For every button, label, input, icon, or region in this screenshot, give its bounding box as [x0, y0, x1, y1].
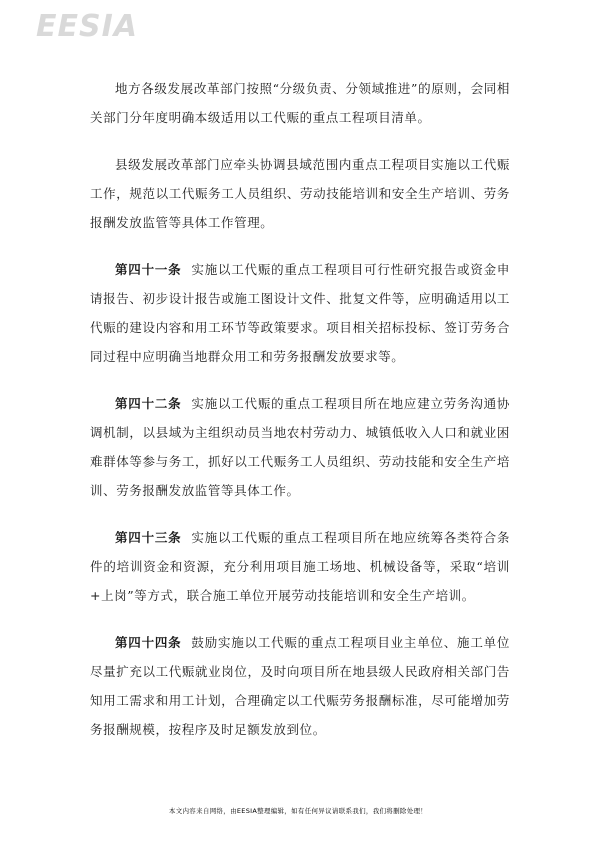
paragraph-1 — [90, 74, 510, 132]
article-number: 第四十一条 — [115, 262, 182, 277]
article-number: 第四十三条 — [115, 530, 182, 545]
article-42 — [90, 389, 510, 505]
paragraph-2 — [90, 150, 510, 237]
paragraph-text: 实施以工代赈的重点工程项目可行性研究报告或资金申请报告、初步设计报告或施工图设计文件、批复文件等，应明确适用以工代赈的建设内容和用工环节等政策要求。项目相关招标投标、签订劳务合同过程中应明确当地群众用工和劳务报酬发放要求等。 — [90, 262, 510, 364]
document-body — [90, 74, 510, 762]
eesia-logo: EESIA — [36, 9, 138, 44]
paragraph-text: 县级发展改革部门应牵头协调县域范围内重点工程项目实施以工代赈工作，规范以工代赈务工人员组织、劳动技能培训和安全生产培训、劳务报酬发放监管等具体工作管理。 — [90, 157, 510, 230]
article-number: 第四十二条 — [115, 396, 182, 411]
footer-disclaimer: 本文内容来自网络，由EESIA整理编辑，如有任何异议请联系我们，我们将删除处理！ — [168, 807, 428, 815]
article-41 — [90, 255, 510, 371]
article-44 — [90, 628, 510, 744]
article-number: 第四十四条 — [115, 635, 182, 650]
paragraph-text: 实施以工代赈的重点工程项目所在地应统筹各类符合条件的培训资金和资源，充分利用项目施工场地、机械设备等，采取“培训+上岗”等方式，联合施工单位开展劳动技能培训和安全生产培训。 — [90, 530, 510, 603]
paragraph-text: 鼓励实施以工代赈的重点工程项目业主单位、施工单位尽量扩充以工代赈就业岗位，及时向项目所在地县级人民政府相关部门告知用工需求和用工计划，合理确定以工代赈劳务报酬标准，尽可能增加劳务报酬规模，按程序及时足额发放到位。 — [90, 635, 510, 737]
article-43 — [90, 523, 510, 610]
paragraph-text: 地方各级发展改革部门按照“分级负责、分领域推进”的原则，会同相关部门分年度明确本级适用以工代赈的重点工程项目清单。 — [90, 81, 510, 125]
paragraph-text: 实施以工代赈的重点工程项目所在地应建立劳务沟通协调机制，以县域为主组织动员当地农村劳动力、城镇低收入人口和就业困难群体等参与务工，抓好以工代赈务工人员组织、劳动技能和安全生产培训、劳务报酬发放监管等具体工作。 — [90, 396, 510, 498]
